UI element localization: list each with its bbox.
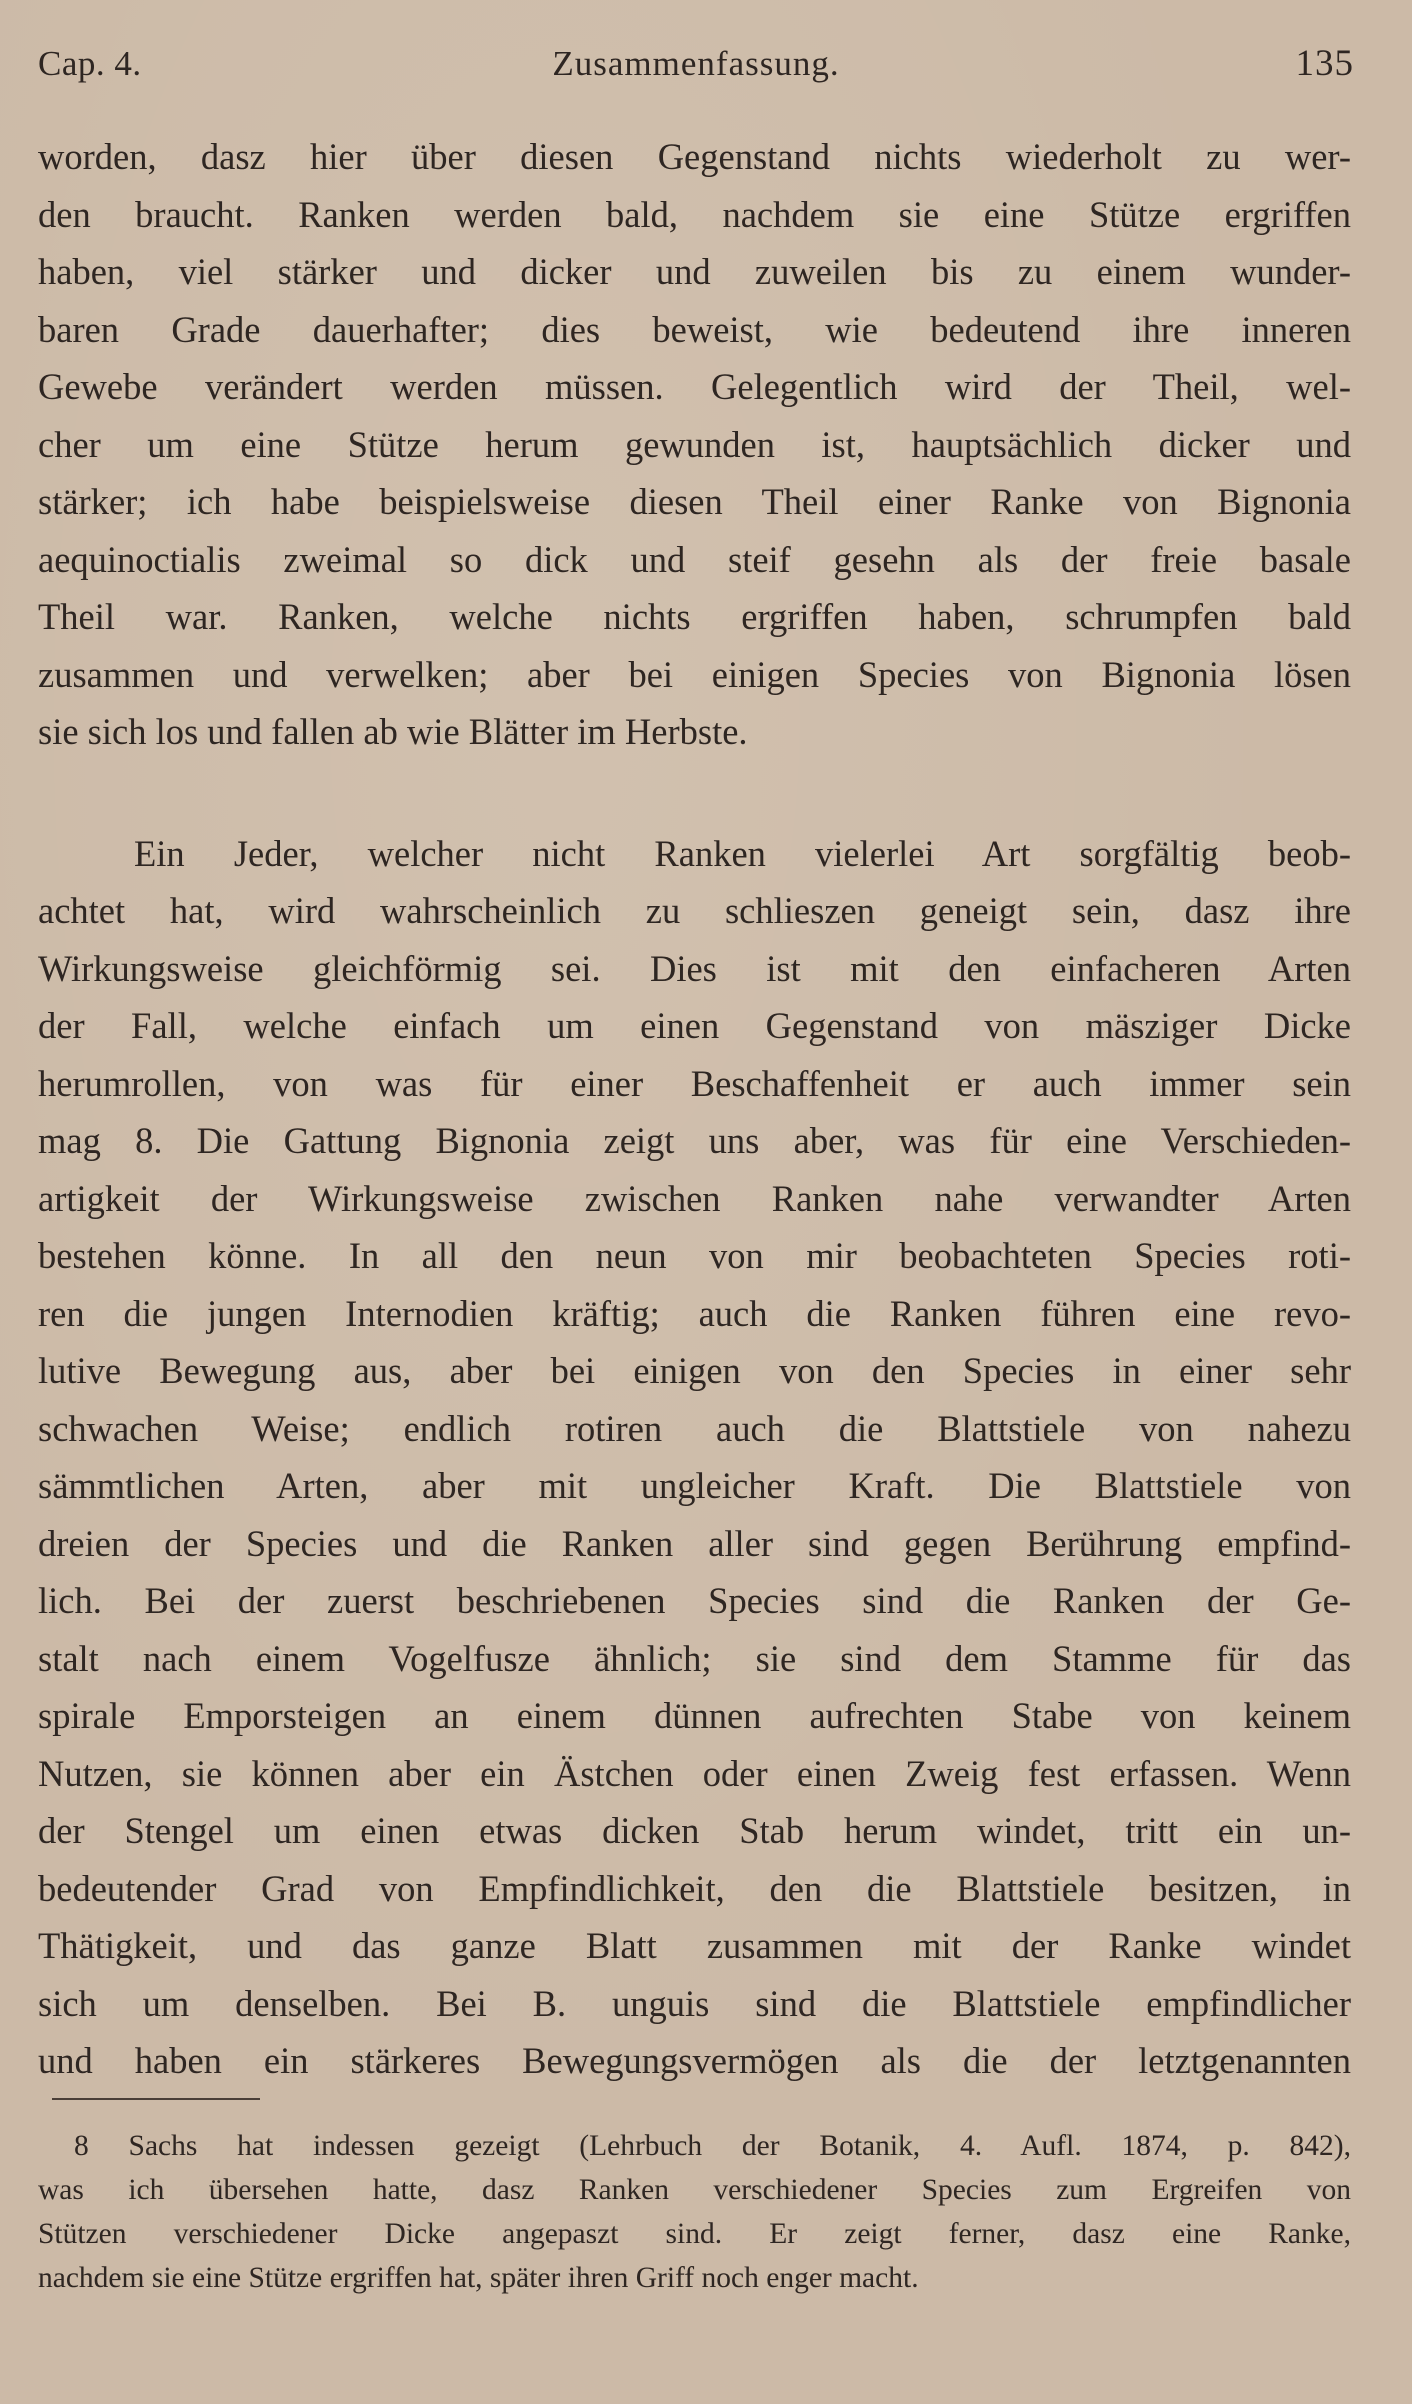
paragraph-spacer — [38, 761, 1351, 825]
text-line: der Fall, welche einfach um einen Gegenstand von mäsziger Dicke — [38, 1005, 1351, 1046]
text-line: schwachen Weise; endlich rotiren auch die Blattstiele von nahezu — [38, 1407, 1351, 1449]
text-line: baren Grade dauerhafter; dies beweist, wie bedeutend ihre inneren — [38, 308, 1351, 350]
text-line: worden, dasz hier über diesen Gegenstand nichts wiederholt zu wer- — [38, 136, 1351, 177]
text-line: bedeutender Grad von Empfindlichkeit, den die Blattstiele besitzen, in — [38, 1867, 1351, 1909]
text-line: mag 8. Die Gattung Bignonia zeigt uns aber, was für eine Verschieden- — [38, 1120, 1351, 1161]
page-number: 135 — [1295, 43, 1354, 84]
footnote — [38, 2124, 1351, 2300]
text-line: sich um denselben. Bei B. unguis sind die Blattstiele empfindlicher — [38, 1982, 1351, 2024]
body-text — [38, 128, 1351, 2090]
paragraph-2 — [38, 825, 1351, 2090]
text-line: stärker; ich habe beispielsweise diesen Theil einer Ranke von Bignonia — [38, 481, 1351, 522]
text-line: Gewebe verändert werden müssen. Gelegentlich wird der Theil, wel- — [38, 366, 1351, 407]
text-line: bestehen könne. In all den neun von mir beobachteten Species roti- — [38, 1235, 1351, 1276]
section-title: Zusammenfassung. — [552, 44, 840, 83]
paragraph-1 — [38, 128, 1351, 761]
text-line: stalt nach einem Vogelfusze ähnlich; sie sind dem Stamme für das — [38, 1637, 1351, 1679]
text-line: und haben ein stärkeres Bewegungsvermögen als die der letztgenannten — [38, 2040, 1351, 2081]
text-line: lutive Bewegung aus, aber bei einigen von den Species in einer sehr — [38, 1350, 1351, 1391]
text-line: achtet hat, wird wahrscheinlich zu schlieszen geneigt sein, dasz ihre — [38, 890, 1351, 931]
text-line: Ein Jeder, welcher nicht Ranken vielerlei Art sorgfältig beob- — [134, 832, 1351, 874]
footnote-line: nachdem sie eine Stütze ergriffen hat, später ihren Griff noch enger macht. — [38, 2262, 919, 2294]
chapter-label: Cap. 4. — [38, 44, 142, 83]
text-line: zusammen und verwelken; aber bei einigen Species von Bignonia lösen — [38, 653, 1351, 695]
text-line: Thätigkeit, und das ganze Blatt zusammen mit der Ranke windet — [38, 1925, 1351, 1966]
footnote-line: was ich übersehen hatte, dasz Ranken verschiedener Species zum Ergreifen von — [38, 2174, 1351, 2206]
text-line: dreien der Species und die Ranken aller sind gegen Berührung empfind- — [38, 1522, 1351, 1564]
text-line: haben, viel stärker und dicker und zuweilen bis zu einem wunder- — [38, 251, 1351, 292]
text-line: spirale Emporsteigen an einem dünnen aufrechten Stabe von keinem — [38, 1695, 1351, 1736]
text-line: Wirkungsweise gleichförmig sei. Dies ist mit den einfacheren Arten — [38, 947, 1351, 989]
text-line: Nutzen, sie können aber ein Ästchen oder einen Zweig fest erfassen. Wenn — [38, 1752, 1351, 1794]
text-line: lich. Bei der zuerst beschriebenen Species sind die Ranken der Ge- — [38, 1580, 1351, 1621]
text-line: ren die jungen Internodien kräftig; auch die Ranken führen eine revo- — [38, 1292, 1351, 1334]
footnote-line: Stützen verschiedener Dicke angepaszt sind. Er zeigt ferner, dasz eine Ranke, — [38, 2218, 1351, 2250]
text-line: sämmtlichen Arten, aber mit ungleicher Kraft. Die Blattstiele von — [38, 1465, 1351, 1506]
text-line: herumrollen, von was für einer Beschaffenheit er auch immer sein — [38, 1062, 1351, 1104]
text-line: sie sich los und fallen ab wie Blätter im Herbste. — [38, 711, 748, 752]
text-line: den braucht. Ranken werden bald, nachdem sie eine Stütze ergriffen — [38, 193, 1351, 235]
text-line: artigkeit der Wirkungsweise zwischen Ranken nahe verwandter Arten — [38, 1177, 1351, 1219]
footnote-line: 8 Sachs hat indessen gezeigt (Lehrbuch der Botanik, 4. Aufl. 1874, p. 842), — [74, 2130, 1351, 2162]
footnote-divider — [52, 2098, 260, 2100]
text-line: Theil war. Ranken, welche nichts ergriffen haben, schrumpfen bald — [38, 596, 1351, 637]
running-head — [38, 34, 1354, 94]
text-line: cher um eine Stütze herum gewunden ist, hauptsächlich dicker und — [38, 423, 1351, 465]
text-line: der Stengel um einen etwas dicken Stab herum windet, tritt ein un- — [38, 1810, 1351, 1851]
text-line: aequinoctialis zweimal so dick und steif gesehn als der freie basale — [38, 538, 1351, 580]
